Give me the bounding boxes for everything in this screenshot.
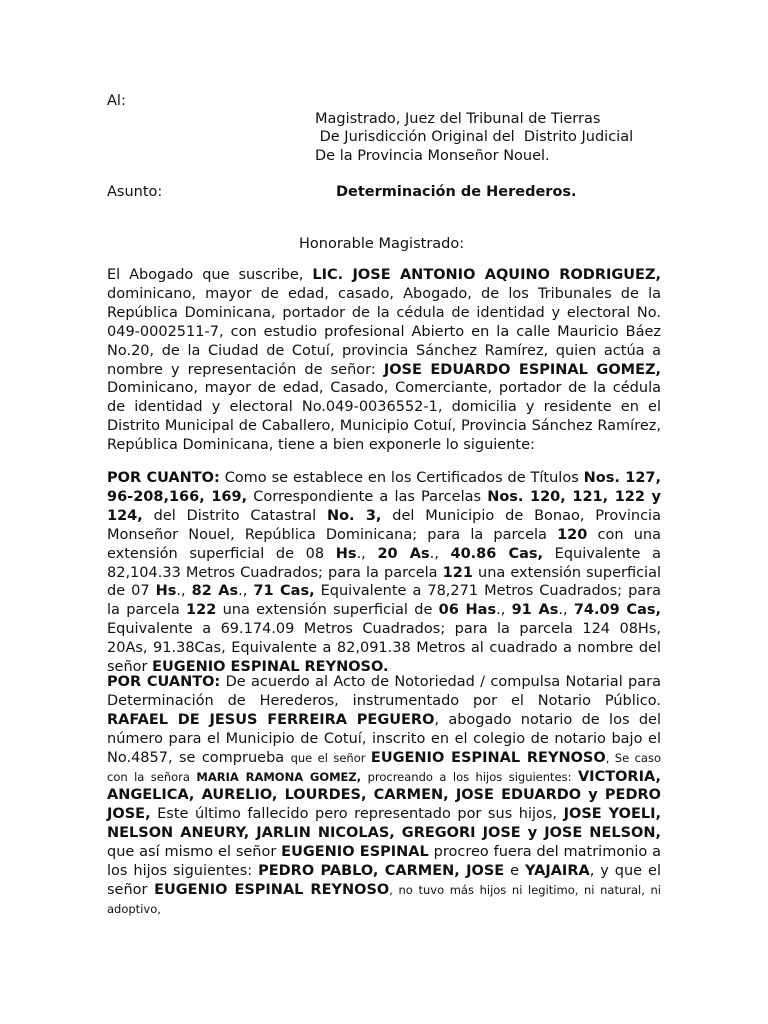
text-run: Hs — [335, 545, 357, 562]
text-run: POR CUANTO: — [107, 674, 221, 690]
text-run: que el señor — [290, 750, 371, 765]
text-run: con una extensión superficial de 08 — [107, 526, 661, 562]
text-run: 06 Has — [438, 602, 497, 619]
text-run: Correspondiente a las Parcelas — [247, 488, 488, 505]
text-run: EUGENIO ESPINAL REYNOSO — [370, 749, 606, 766]
text-run: una extensión superficial de 07 — [107, 564, 661, 600]
text-run: 120 — [557, 526, 588, 543]
text-run: 40.86 Cas, — [450, 545, 544, 562]
text-run: EUGENIO ESPINAL — [281, 844, 429, 861]
text-run: e — [504, 863, 525, 880]
subject: Determinación de Herederos. — [336, 184, 577, 200]
text-run: que así mismo el señor — [107, 844, 282, 861]
text-run: ., — [238, 583, 254, 600]
text-run: Nos. 127, 96-208,166, 169, — [107, 470, 661, 505]
text-run: El Abogado que suscribe, — [107, 267, 313, 283]
por-cuanto-paragraph-2 — [107, 673, 661, 919]
text-run: Nos. 120, 121, 122 y 124, — [107, 488, 662, 524]
intro-paragraph — [107, 266, 661, 455]
por-cuanto-paragraph-1 — [107, 469, 661, 677]
text-run: , abogado notario de los del número para el Municipio de Cotuí, inscrito en el colegio de notario bajo el No.4857, se comprueba — [107, 711, 661, 766]
text-run: Equivalente a 78,271 Metros Cuadrados; para la parcela — [107, 583, 662, 619]
subject-label: Asunto: — [107, 184, 163, 200]
text-run: del Distrito Catastral — [142, 507, 327, 524]
text-run: Equivalente a 69.174.09 Metros Cuadrados; para la parcela 124 08Hs, 20As, 91.38Cas, Equivalente a 82,091.38 Metros al cuadrado a nombre del señor — [107, 621, 661, 676]
salutation: Honorable Magistrado: — [299, 236, 465, 252]
addressee-line-3: De la Provincia Monseñor Nouel. — [315, 148, 550, 164]
text-run: una extensión superficial de — [216, 602, 439, 619]
text-run: Como se establece en los Certificados de Títulos — [219, 470, 584, 486]
text-run: POR CUANTO: — [107, 470, 220, 486]
text-run: 122 — [186, 602, 217, 619]
text-run: Hs — [155, 583, 177, 600]
text-run: EUGENIO ESPINAL REYNOSO. — [152, 659, 389, 676]
text-run: ., — [496, 602, 512, 619]
text-run: EUGENIO ESPINAL REYNOSO — [154, 881, 390, 898]
text-run: LIC. JOSE ANTONIO AQUINO RODRIGUEZ, — [312, 267, 661, 283]
text-run: 82 As — [191, 583, 239, 600]
text-run: 71 Cas, — [253, 583, 315, 600]
to-label: Al: — [107, 93, 126, 109]
text-run: VICTORIA, ANGELICA, AURELIO, LOURDES, CARMEN, JOSE EDUARDO y PEDRO JOSE, — [107, 768, 661, 823]
addressee-line-1: Magistrado, Juez del Tribunal de Tierras — [315, 111, 601, 127]
text-run: ., — [429, 545, 451, 562]
text-run: MARIA RAMONA GOMEZ, — [196, 769, 362, 784]
text-run: YAJAIRA — [524, 863, 590, 880]
text-run: Este último fallecido pero representado por sus hijos, — [150, 806, 564, 823]
text-run: ., — [356, 545, 378, 562]
text-run: dominicano, mayor de edad, casado, Abogado, de los Tribunales de la República Dominicana, portador de la cédula de identidad y electoral No. 049-0002511-7, con estudio profesional Abierto en la calle Mauricio Báez No.20, de la Ciudad de Cotuí, provincia Sánchez Ramírez, quien actúa a nombre y representación de señor: — [107, 285, 661, 378]
text-run: Dominicano, mayor de edad, Casado, Comerciante, portador de la cédula de identidad y electoral No.049-0036552-1, domicilia y residente en el Distrito Municipal de Caballero, Municipio Cotuí, Provincia Sánchez Ramírez, República Dominicana, tiene a bien exponerle lo siguiente: — [107, 380, 661, 454]
text-run: De acuerdo al Acto de Notoriedad / compulsa Notarial para Determinación de Herederos, instrumentado por el Notario Público. — [107, 674, 661, 709]
text-run: , Se caso con la señora — [107, 750, 661, 784]
text-run: , y que el señor — [107, 863, 661, 898]
text-run: , no tuvo más hijos ni legitimo, ni natural, ni adoptivo, — [107, 882, 661, 916]
text-run: ., — [176, 583, 192, 600]
text-run: 121 — [442, 564, 473, 581]
text-run: JOSE EDUARDO ESPINAL GOMEZ, — [383, 361, 661, 378]
text-run: No. 3, — [326, 507, 382, 524]
text-run: RAFAEL DE JESUS FERREIRA PEGUERO — [107, 711, 435, 728]
text-run: JOSE YOELI, NELSON ANEURY, JARLIN NICOLAS, GREGORI JOSE y JOSE NELSON, — [107, 806, 661, 842]
text-run: PEDRO PABLO, CARMEN, JOSE — [258, 863, 505, 880]
text-run: procreo fuera del matrimonio a los hijos siguientes: — [107, 844, 662, 880]
text-run: 74.09 Cas, — [573, 602, 661, 619]
text-run: 20 As — [377, 545, 430, 562]
text-run: 91 As — [511, 602, 559, 619]
addressee-line-2: De Jurisdicción Original del Distrito Judicial — [315, 129, 634, 145]
text-run: del Municipio de Bonao, Provincia Monseñor Nouel, República Dominicana; para la parcela — [107, 507, 661, 543]
text-run: Equivalente a 82,104.33 Metros Cuadrados; para la parcela — [107, 545, 662, 581]
text-run: ., — [558, 602, 574, 619]
text-run: procreando a los hijos siguientes: — [361, 769, 578, 784]
